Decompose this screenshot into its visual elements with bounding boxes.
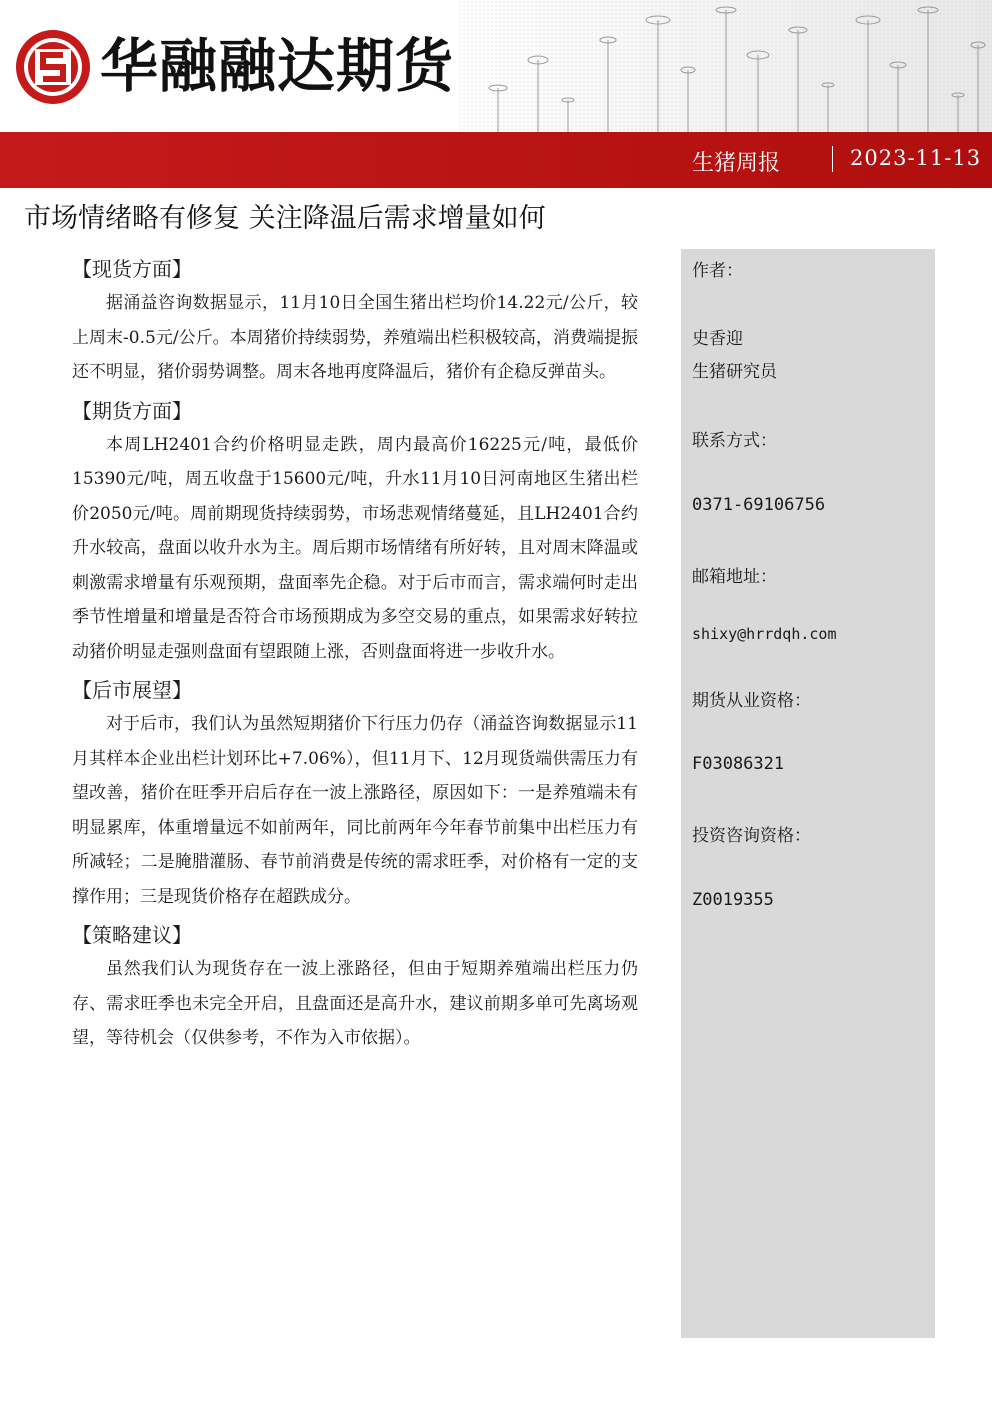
section-paragraph-spot: 据涌益咨询数据显示，11月10日全国生猪出栏均价14.22元/公斤，较上周末-0.5元/公斤。本周猪价持续弱势，养殖端出栏积极较高，消费端提振还不明显，猪价弱势调整。周末各地再度降温后，猪价有企稳反弹苗头。 [72, 293, 638, 382]
section-paragraph-outlook: 对于后市，我们认为虽然短期猪价下行压力仍存（涌益咨询数据显示11月其样本企业出栏计划环比+7.06%），但11月下、12月现货端供需压力有望改善，猪价在旺季开启后存在一波上涨路径，原因如下：一是养殖端未有明显累库，体重增量远不如前两年，同比前两年今年春节前集中出栏压力有所减轻；二是腌腊灌肠、春节前消费是传统的需求旺季，对价格有一定的支撑作用；三是现货价格存在超跌成分。 [72, 714, 638, 907]
author-label: 作者： [692, 261, 743, 281]
section-heading-futures: 【期货方面】 [72, 398, 192, 423]
futures-qualification-number: F03086321 [692, 754, 785, 774]
futures-qualification-label: 期货从业资格： [692, 691, 811, 711]
brand-name: 华融融达期货 [100, 32, 455, 100]
section-heading-strategy: 【策略建议】 [72, 923, 192, 947]
contact-phone: 0371-69106756 [692, 495, 826, 515]
section-paragraph-futures: 本周LH2401合约价格明显走跌，周内最高价16225元/吨，最低价15390元/吨，周五收盘于15600元/吨，升水11月10日河南地区生猪出栏价2050元/吨。周前期现货持续弱势，市场悲观情绪蔓延，且LH2401合约升水较高，盘面以收升水为主。周后期市场情绪有所好转，且对周末降温或刺激需求增量有乐观预期，盘面率先企稳。对于后市而言，需求端何时走出季节性增量和增量是否符合市场预期成为多空交易的重点，如果需求好转拉动猪价明显走强则盘面有望跟随上涨，否则盘面将进一步收升水。 [72, 434, 638, 662]
investment-qualification-number: Z0019355 [692, 890, 774, 910]
contact-label: 联系方式： [692, 431, 777, 451]
company-logo-icon [14, 28, 92, 106]
page-header [0, 0, 992, 132]
author-name: 史香迎 [692, 329, 743, 349]
email-address[interactable]: shixy@hrrdqh.com [692, 625, 837, 643]
section-paragraph-strategy: 虽然我们认为现货存在一波上涨路径，但由于短期养殖端出栏压力仍存、需求旺季也未完全开启，且盘面还是高升水，建议前期多单可先离场观望，等待机会（仅供参考，不作为入市依据）。 [72, 959, 638, 1048]
author-sidebar [681, 249, 935, 1338]
section-heading-spot: 【现货方面】 [72, 257, 192, 281]
author-title: 生猪研究员 [692, 362, 777, 382]
email-label: 邮箱地址： [692, 567, 777, 587]
report-title: 市场情绪略有修复 关注降温后需求增量如何 [24, 203, 546, 234]
decorative-pattern [458, 0, 992, 132]
banner-divider [832, 146, 833, 172]
report-banner [0, 132, 992, 188]
report-body [72, 252, 638, 1060]
report-date: 2023-11-13 [850, 146, 982, 170]
section-heading-outlook: 【后市展望】 [72, 678, 192, 702]
investment-qualification-label: 投资咨询资格： [692, 826, 811, 846]
report-type: 生猪周报 [692, 151, 781, 176]
